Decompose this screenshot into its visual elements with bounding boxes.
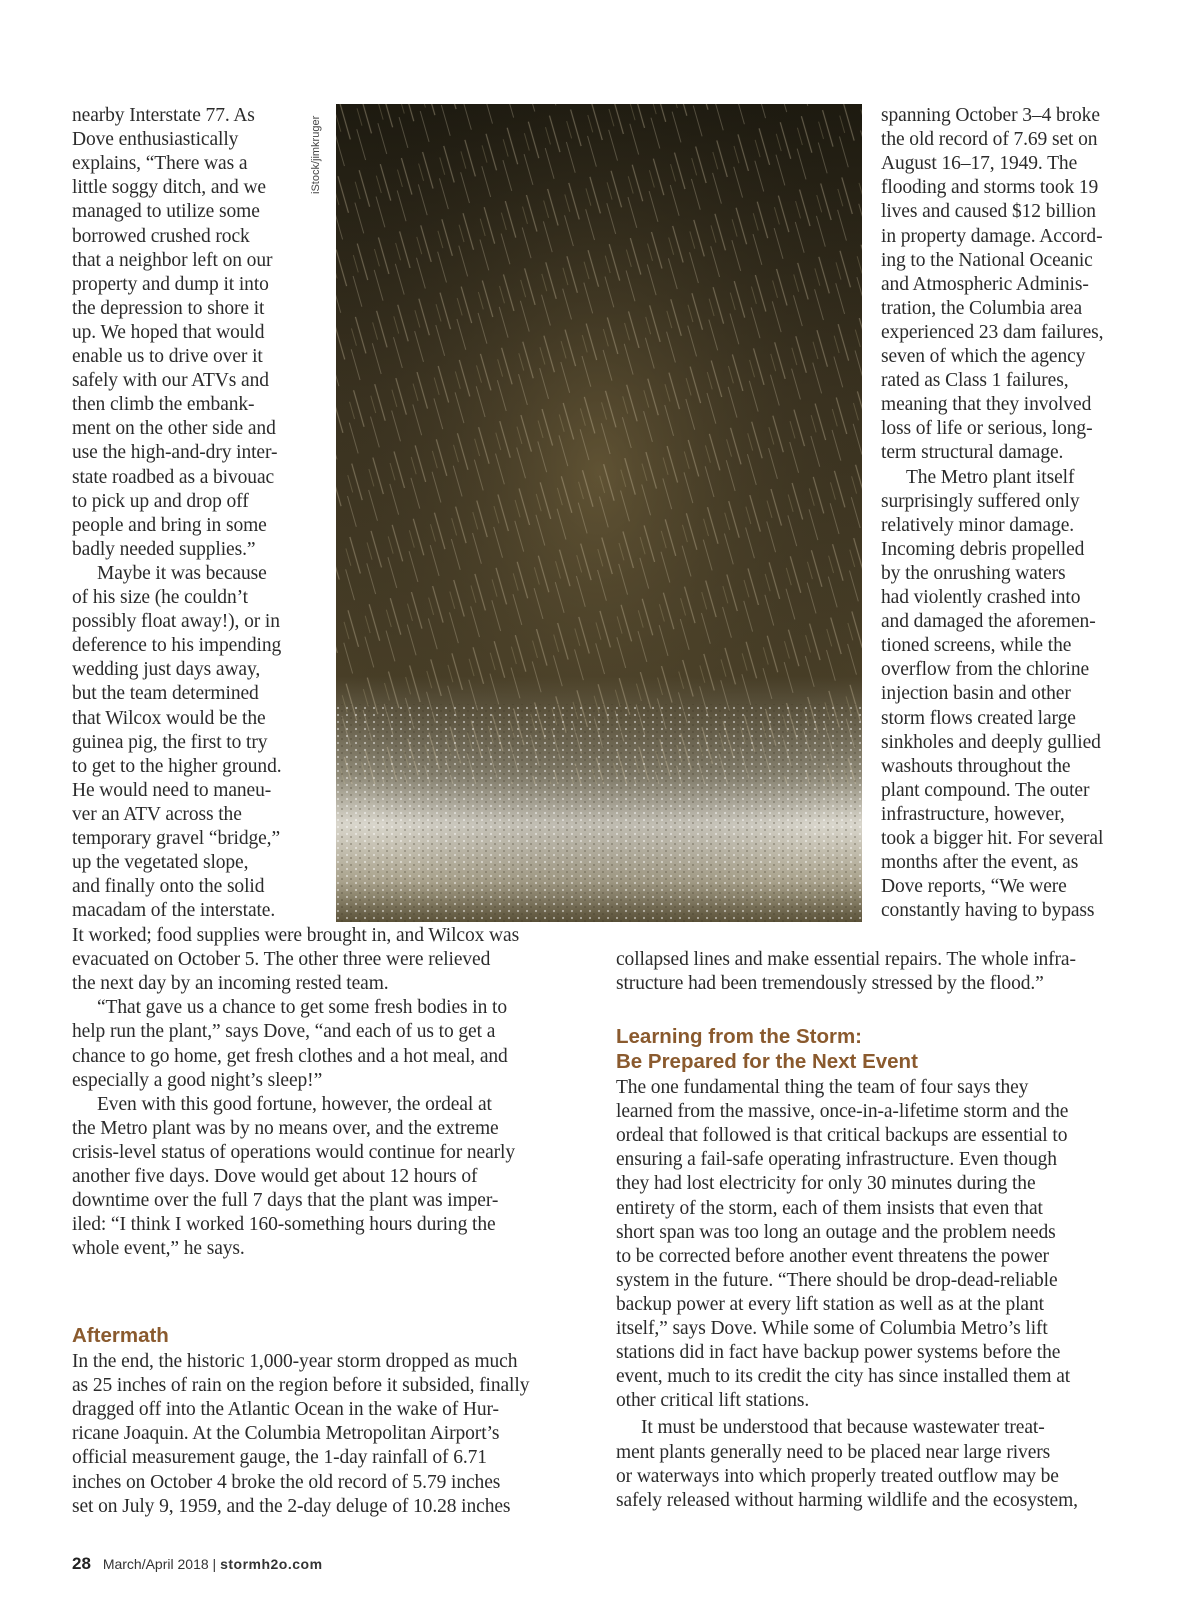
text-line: of his size (he couldn’t — [72, 587, 248, 608]
text-line: ensuring a fail-safe operating infrastructure. Even though — [616, 1149, 1057, 1171]
text-line: evacuated on October 5. The other three were relieved — [72, 949, 491, 971]
text-line: infrastructure, however, — [881, 803, 1065, 825]
text-line: dragged off into the Atlantic Ocean in the wake of Hur- — [72, 1399, 499, 1421]
text-line: event, much to its credit the city has since installed them at — [616, 1366, 1071, 1388]
text-line: guinea pig, the first to try — [72, 731, 268, 753]
text-line: by the onrushing waters — [881, 562, 1066, 584]
text-line: whole event,” he says. — [72, 1238, 245, 1260]
text-line: short span was too long an outage and the problem needs — [616, 1221, 1056, 1243]
text-line: tration, the Columbia area — [881, 297, 1082, 319]
text-line: tioned screens, while the — [881, 635, 1072, 657]
text-line: that Wilcox would be the — [72, 707, 266, 729]
text-line: the next day by an incoming rested team. — [72, 973, 389, 995]
text-line: lives and caused $12 billion — [881, 201, 1096, 223]
text-line: little soggy ditch, and we — [72, 177, 266, 199]
text-line: other critical lift stations. — [616, 1390, 810, 1412]
text-line: ing to the National Oceanic — [881, 249, 1093, 271]
text-line: the depression to shore it — [72, 297, 265, 319]
text-line: explains, “There was a — [72, 153, 248, 175]
text-line: they had lost electricity for only 30 minutes during the — [616, 1173, 1036, 1195]
text-line: and finally onto the solid — [72, 876, 265, 898]
text-line: Dove enthusiastically — [72, 129, 239, 151]
text-line: help run the plant,” says Dove, “and each of us to get a — [72, 1021, 496, 1043]
text-line: iled: “I think I worked 160-something hours during the — [72, 1214, 496, 1236]
page-number: 28 — [72, 1554, 91, 1573]
section-heading-aftermath: Aftermath — [72, 1324, 169, 1347]
text-line: to pick up and drop off — [72, 490, 249, 512]
text-line: or waterways into which properly treated outflow may be — [616, 1465, 1059, 1487]
text-line: in property damage. Accord- — [881, 225, 1103, 247]
text-line: stations did in fact have backup power systems before the — [616, 1342, 1061, 1364]
text-line: safely released without harming wildlife and the ecosystem, — [616, 1489, 1078, 1511]
text-line: collapsed lines and make essential repairs. The whole infra- — [616, 949, 1076, 970]
text-line: rated as Class 1 failures, — [881, 370, 1069, 392]
text-line: sinkholes and deeply gullied — [881, 731, 1101, 753]
text-line: nearby Interstate 77. As — [72, 105, 255, 126]
text-line: washouts throughout the — [881, 755, 1071, 777]
text-line: took a bigger hit. For several — [881, 828, 1104, 849]
text-line: meaning that they involved — [881, 394, 1092, 416]
text-line: term structural damage. — [881, 442, 1064, 464]
text-line: ricane Joaquin. At the Columbia Metropolitan Airport’s — [72, 1423, 500, 1445]
text-line: backup power at every lift station as well as at the plant — [616, 1293, 1044, 1315]
text-line: injection basin and other — [881, 683, 1071, 705]
issue-date: March/April 2018 | — [102, 1556, 217, 1572]
text-line: Even with this good fortune, however, the ordeal at — [97, 1093, 492, 1115]
text-line: the Metro plant was by no means over, and the extreme — [72, 1117, 499, 1139]
text-line: chance to go home, get fresh clothes and a hot meal, and — [72, 1045, 508, 1067]
text-line: deference to his impending — [72, 635, 282, 657]
text-line: The one fundamental thing the team of four says they — [616, 1077, 1029, 1098]
text-line: safely with our ATVs and — [72, 370, 269, 392]
text-line: possibly float away!), or in — [72, 611, 280, 633]
text-line: learned from the massive, once-in-a-lifetime storm and the — [616, 1101, 1069, 1123]
section-subheading-learning: Be Prepared for the Next Event — [616, 1050, 918, 1073]
text-line: the old record of 7.69 set on — [881, 129, 1098, 151]
text-line: loss of life or serious, long- — [881, 418, 1093, 440]
text-line: to be corrected before another event threatens the power — [616, 1245, 1049, 1267]
text-line: managed to utilize some — [72, 201, 260, 223]
text-line: to get to the higher ground. — [72, 755, 282, 777]
text-line: It worked; food supplies were brought in, and Wilcox was — [72, 925, 520, 946]
text-line: system in the future. “There should be drop-dead-reliable — [616, 1269, 1058, 1291]
text-line: ordeal that followed is that critical backups are essential to — [616, 1125, 1068, 1147]
text-line: badly needed supplies.” — [72, 538, 256, 560]
text-line: relatively minor damage. — [881, 514, 1075, 536]
rain-photo — [336, 104, 862, 922]
text-line: enable us to drive over it — [72, 346, 263, 367]
text-line: downtime over the full 7 days that the plant was imper- — [72, 1190, 499, 1212]
text-line: ment plants generally need to be placed near large rivers — [616, 1441, 1051, 1463]
text-line: “That gave us a chance to get some fresh bodies in to — [97, 997, 508, 1019]
text-line: as 25 inches of rain on the region before it subsided, finally — [72, 1375, 530, 1397]
text-line: and Atmospheric Adminis- — [881, 273, 1089, 295]
text-line: up the vegetated slope, — [72, 852, 249, 874]
text-line: people and bring in some — [72, 514, 267, 536]
text-line: Maybe it was because — [97, 562, 267, 584]
text-line: itself,” says Dove. While some of Columbia Metro’s lift — [616, 1318, 1048, 1339]
text-line: entirety of the storm, each of them insists that even that — [616, 1197, 1043, 1219]
text-line: Incoming debris propelled — [881, 538, 1085, 560]
text-line: then climb the embank- — [72, 394, 255, 416]
text-line: experienced 23 dam failures, — [881, 321, 1104, 343]
text-line: macadam of the interstate. — [72, 900, 276, 922]
text-line: crisis-level status of operations would continue for nearly — [72, 1141, 516, 1163]
text-line: but the team determined — [72, 683, 259, 705]
text-line: constantly having to bypass — [881, 900, 1095, 922]
text-line: borrowed crushed rock — [72, 225, 250, 247]
text-line: plant compound. The outer — [881, 779, 1090, 801]
text-line: use the high-and-dry inter- — [72, 442, 278, 464]
page-footer — [72, 1554, 323, 1574]
text-line: Dove reports, “We were — [881, 876, 1067, 898]
text-line: flooding and storms took 19 — [881, 177, 1099, 199]
text-line: property and dump it into — [72, 273, 269, 295]
text-line: ver an ATV across the — [72, 803, 242, 825]
text-line: In the end, the historic 1,000-year storm dropped as much — [72, 1351, 518, 1372]
text-line: and damaged the aforemen- — [881, 611, 1096, 633]
text-line: months after the event, as — [881, 852, 1079, 874]
text-line: temporary gravel “bridge,” — [72, 828, 281, 849]
text-line: He would need to maneu- — [72, 779, 272, 801]
text-line: wedding just days away, — [72, 659, 261, 681]
text-line: especially a good night’s sleep!” — [72, 1069, 323, 1091]
text-line: that a neighbor left on our — [72, 249, 273, 271]
text-line: another five days. Dove would get about 12 hours of — [72, 1166, 478, 1187]
text-line: storm flows created large — [881, 707, 1076, 729]
text-line: ment on the other side and — [72, 418, 276, 440]
photo-credit: iStock/jimkruger — [310, 115, 322, 194]
text-line: overflow from the chlorine — [881, 659, 1090, 681]
site-link[interactable]: stormh2o.com — [220, 1556, 323, 1572]
text-line: had violently crashed into — [881, 587, 1081, 608]
text-line: inches on October 4 broke the old record of 5.79 inches — [72, 1471, 501, 1493]
text-line: spanning October 3–4 broke — [881, 105, 1100, 126]
section-heading-learning: Learning from the Storm: — [616, 1025, 863, 1048]
text-line: It must be understood that because wastewater treat- — [641, 1417, 1045, 1439]
text-line: official measurement gauge, the 1-day rainfall of 6.71 — [72, 1447, 487, 1469]
text-line: structure had been tremendously stressed by the flood.” — [616, 973, 1044, 995]
text-line: up. We hoped that would — [72, 321, 265, 343]
text-line: August 16–17, 1949. The — [881, 153, 1078, 175]
text-line: surprisingly suffered only — [881, 490, 1080, 512]
rain-photo-illustration — [336, 104, 862, 922]
text-line: set on July 9, 1959, and the 2-day deluge of 10.28 inches — [72, 1495, 511, 1517]
text-line: state roadbed as a bivouac — [72, 466, 275, 488]
text-line: The Metro plant itself — [906, 466, 1075, 488]
text-line: seven of which the agency — [881, 346, 1086, 367]
